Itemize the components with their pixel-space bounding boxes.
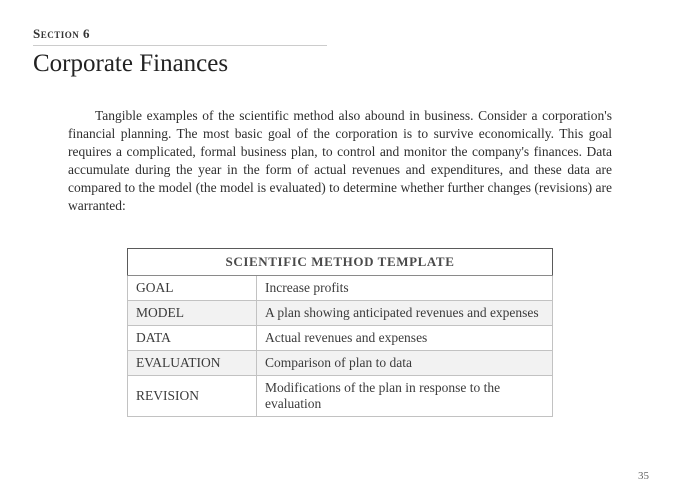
page-number: 35: [638, 470, 649, 482]
table-row: [128, 376, 553, 417]
row-label: GOAL: [128, 276, 257, 301]
row-value: Modifications of the plan in response to the evaluation: [257, 376, 553, 417]
row-value: Increase profits: [257, 276, 553, 301]
body-paragraph: Tangible examples of the scientific method also abound in business. Consider a corporation's financial planning. The most basic goal of the corporation is to survive economically. This goal requires a complicated, formal business plan, to control and monitor the company's finances. Data accumulate during the year in the form of actual revenues and expenditures, and these data are compared to the model (the model is evaluated) to determine whether further changes (revisions) are warranted:: [68, 108, 612, 213]
section-rule-divider: [33, 45, 327, 46]
row-value: A plan showing anticipated revenues and expenses: [257, 301, 553, 326]
row-value: Actual revenues and expenses: [257, 326, 553, 351]
table-row: [128, 326, 553, 351]
section-label: Section 6: [33, 26, 90, 41]
row-value: Comparison of plan to data: [257, 351, 553, 376]
row-label: EVALUATION: [128, 351, 257, 376]
page-title: Corporate Finances: [33, 50, 229, 77]
scientific-method-table: [127, 248, 553, 417]
table-row: [128, 301, 553, 326]
row-label: MODEL: [128, 301, 257, 326]
row-label: REVISION: [128, 376, 257, 417]
table-header-row: [128, 249, 553, 276]
table-row: [128, 351, 553, 376]
row-label: DATA: [128, 326, 257, 351]
table-row: [128, 276, 553, 301]
table-title: SCIENTIFIC METHOD TEMPLATE: [128, 249, 553, 276]
